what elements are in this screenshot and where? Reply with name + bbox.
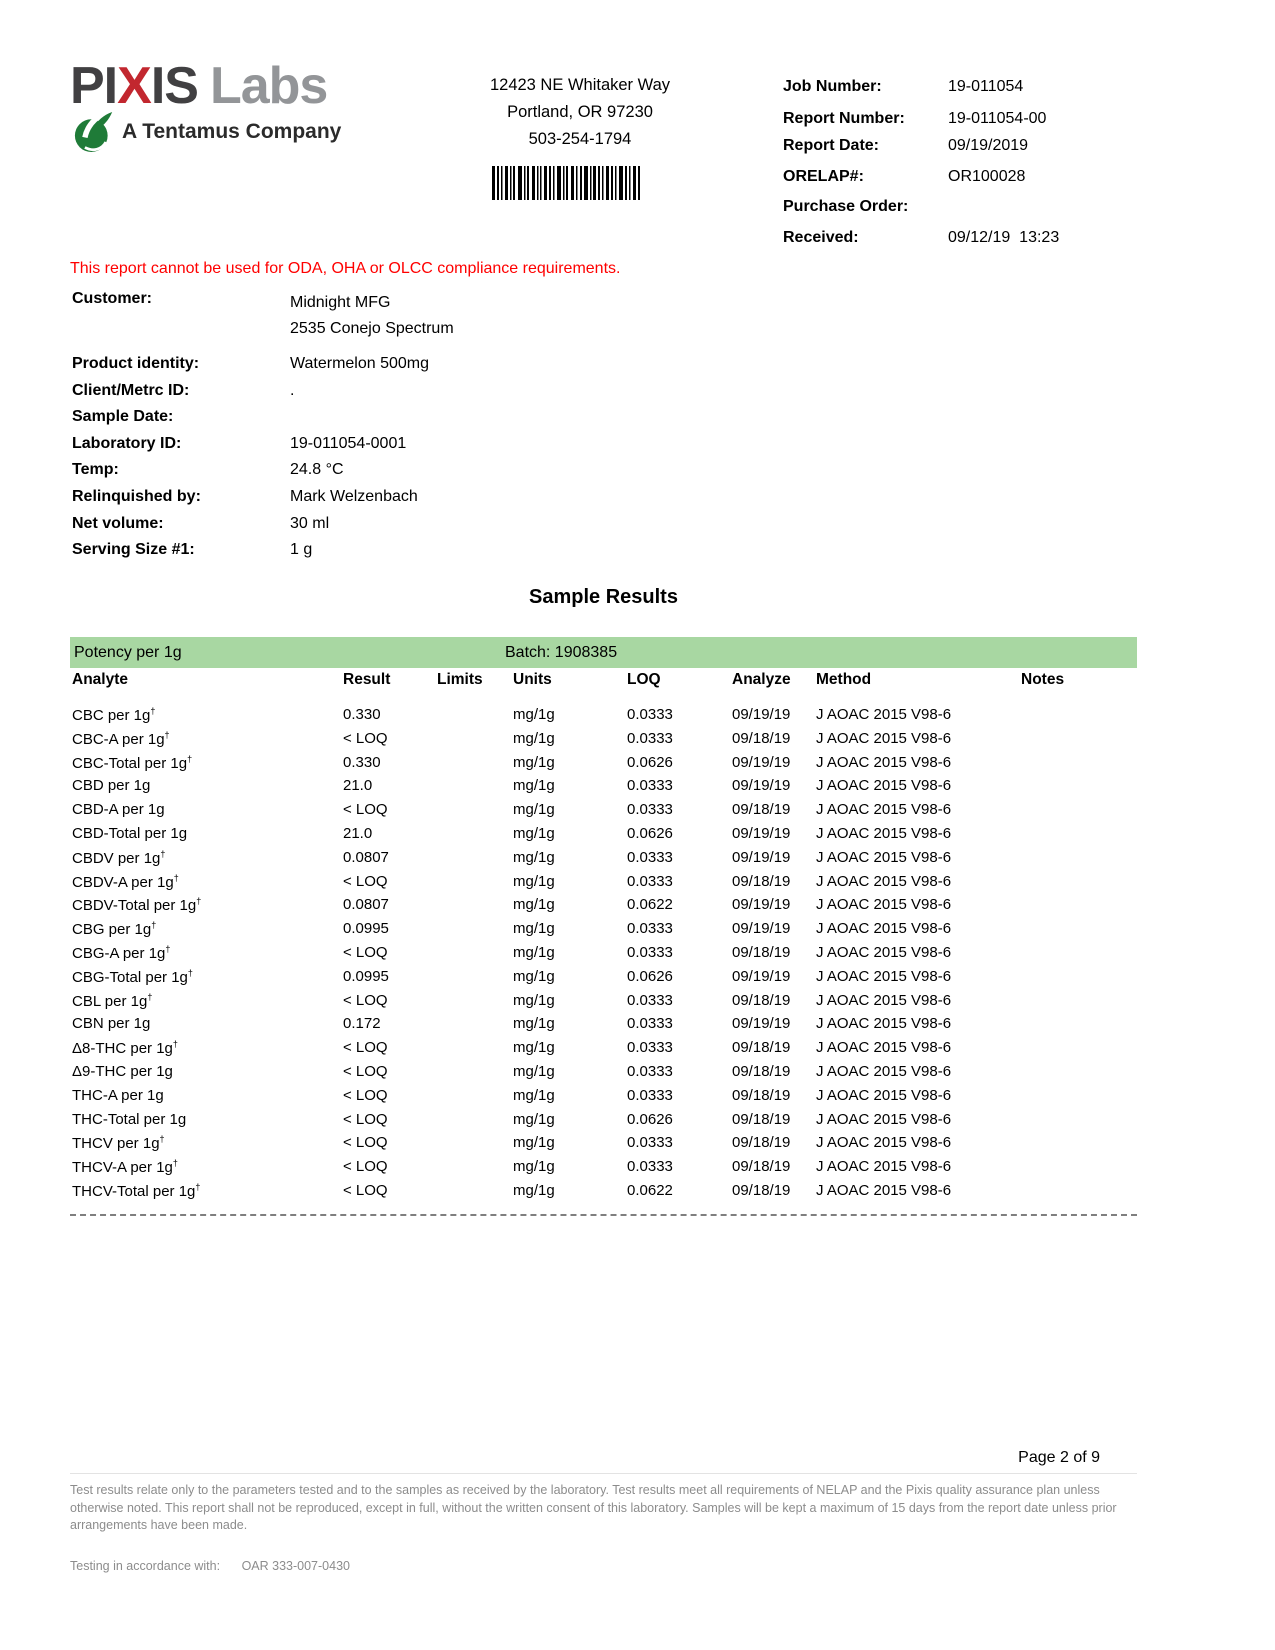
table-row xyxy=(70,1111,1137,1135)
cell-analyze: 09/19/19 xyxy=(732,920,791,938)
column-header-analyte: Analyte xyxy=(72,671,128,688)
cell-analyze: 09/18/19 xyxy=(732,1110,791,1128)
brand-tagline: A Tentamus Company xyxy=(122,120,342,143)
cell-method: J AOAC 2015 V98-6 xyxy=(816,896,952,914)
report-info-row xyxy=(783,110,1123,128)
sample-field-row xyxy=(70,355,670,382)
sample-field-row xyxy=(70,515,670,542)
table-row xyxy=(70,896,1137,920)
cell-analyze: 09/18/19 xyxy=(732,729,791,747)
table-row xyxy=(70,1015,1137,1039)
column-header-result: Result xyxy=(343,671,391,688)
report-info-label: Received: xyxy=(783,229,859,246)
brand-wordmark xyxy=(70,57,341,115)
page-number: Page 2 of 9 xyxy=(1018,1449,1100,1466)
section-title: Sample Results xyxy=(529,586,678,608)
compliance-notice: This report cannot be used for ODA, OHA or OLCC compliance requirements. xyxy=(70,260,621,277)
cell-loq: 0.0333 xyxy=(627,991,673,1009)
cell-loq: 0.0622 xyxy=(627,1181,673,1199)
cell-units: mg/1g xyxy=(513,1158,555,1176)
cell-units: mg/1g xyxy=(513,824,555,842)
results-rows xyxy=(70,706,1137,1206)
cell-method: J AOAC 2015 V98-6 xyxy=(816,1086,952,1104)
cell-method: J AOAC 2015 V98-6 xyxy=(816,943,952,961)
table-row xyxy=(70,968,1137,992)
table-row xyxy=(70,849,1137,873)
cell-units: mg/1g xyxy=(513,872,555,890)
cell-analyze: 09/19/19 xyxy=(732,706,791,723)
table-row xyxy=(70,1134,1137,1158)
cell-analyze: 09/18/19 xyxy=(732,1181,791,1199)
cell-analyze: 09/18/19 xyxy=(732,1086,791,1104)
cell-analyte: CBN per 1g xyxy=(72,1015,151,1033)
cell-loq: 0.0333 xyxy=(627,1086,673,1104)
cell-analyze: 09/18/19 xyxy=(732,1158,791,1176)
brand-x: X xyxy=(117,57,151,115)
cell-loq: 0.0333 xyxy=(627,848,673,866)
cell-result: < LOQ xyxy=(343,729,388,747)
sample-field-value: 19-011054-0001 xyxy=(290,434,407,452)
cell-loq: 0.0333 xyxy=(627,1062,673,1080)
tentamus-leaf-icon xyxy=(74,110,114,154)
cell-units: mg/1g xyxy=(513,1110,555,1128)
cell-result: < LOQ xyxy=(343,1086,388,1104)
cell-analyze: 09/18/19 xyxy=(732,1039,791,1057)
cell-units: mg/1g xyxy=(513,753,555,771)
batch-label: Batch: 1908385 xyxy=(505,644,618,661)
cell-loq: 0.0333 xyxy=(627,801,673,819)
cell-analyze: 09/19/19 xyxy=(732,1015,791,1033)
sample-field-label: Client/Metrc ID: xyxy=(72,381,190,399)
lab-address-line: 503-254-1794 xyxy=(528,130,632,148)
lab-address-line: 12423 NE Whitaker Way xyxy=(489,76,671,94)
cell-result: 0.330 xyxy=(343,706,381,723)
cell-method: J AOAC 2015 V98-6 xyxy=(816,920,952,938)
cell-result: 21.0 xyxy=(343,777,373,795)
report-info-value: 19-011054 xyxy=(948,78,1024,95)
cell-units: mg/1g xyxy=(513,1086,555,1104)
cell-result: < LOQ xyxy=(343,991,388,1009)
cell-analyze: 09/19/19 xyxy=(732,848,791,866)
cell-units: mg/1g xyxy=(513,1039,555,1057)
sample-field-label: Laboratory ID: xyxy=(72,434,182,452)
cell-loq: 0.0333 xyxy=(627,777,673,795)
brand-pi: PI xyxy=(70,57,118,115)
cell-result: 0.330 xyxy=(343,753,381,771)
cell-loq: 0.0333 xyxy=(627,1158,673,1176)
cell-result: < LOQ xyxy=(343,1158,388,1176)
column-header-method: Method xyxy=(816,671,872,688)
cell-method: J AOAC 2015 V98-6 xyxy=(816,777,952,795)
report-info-row xyxy=(783,229,1123,247)
cell-analyte: CBC-Total per 1g† xyxy=(72,753,193,772)
cell-method: J AOAC 2015 V98-6 xyxy=(816,801,952,819)
sample-field-label: Serving Size #1: xyxy=(72,541,195,559)
table-row xyxy=(70,1063,1137,1087)
sample-field-value: 24.8 °C xyxy=(290,461,344,479)
disclaimer-line: arrangements have been made. xyxy=(70,1518,248,1532)
sample-field-value: 30 ml xyxy=(290,514,330,532)
cell-analyte: Δ9-THC per 1g xyxy=(72,1062,173,1080)
cell-analyte: CBG-A per 1g† xyxy=(72,943,171,962)
customer-line: 2535 Conejo Spectrum xyxy=(290,320,454,337)
sample-field-value: 1 g xyxy=(290,541,313,559)
cell-units: mg/1g xyxy=(513,967,555,985)
cell-units: mg/1g xyxy=(513,1134,555,1152)
cell-result: 21.0 xyxy=(343,824,373,842)
cell-analyze: 09/19/19 xyxy=(732,777,791,795)
cell-analyte: CBD-Total per 1g xyxy=(72,824,188,842)
sample-field-label: Product identity: xyxy=(72,355,200,372)
cell-method: J AOAC 2015 V98-6 xyxy=(816,991,952,1009)
cell-units: mg/1g xyxy=(513,777,555,795)
cell-loq: 0.0622 xyxy=(627,896,673,914)
sample-field-row xyxy=(70,541,670,568)
cell-method: J AOAC 2015 V98-6 xyxy=(816,848,952,866)
cell-loq: 0.0626 xyxy=(627,967,673,985)
cell-analyze: 09/19/19 xyxy=(732,753,791,771)
cell-result: 0.0995 xyxy=(343,920,389,938)
sample-field-value: . xyxy=(290,381,295,399)
cell-units: mg/1g xyxy=(513,729,555,747)
cell-units: mg/1g xyxy=(513,706,555,723)
brand-labs: Labs xyxy=(209,57,328,115)
cell-analyte: THCV-Total per 1g† xyxy=(72,1181,201,1200)
sample-field-row xyxy=(70,488,670,515)
pixis-labs-logo xyxy=(70,57,342,154)
cell-result: < LOQ xyxy=(343,943,388,961)
customer-lines xyxy=(290,290,690,342)
sample-field-label: Net volume: xyxy=(72,514,164,532)
cell-analyze: 09/19/19 xyxy=(732,824,791,842)
sample-fields xyxy=(70,355,670,568)
cell-analyte: CBL per 1g† xyxy=(72,991,153,1010)
column-header-limits: Limits xyxy=(437,671,483,688)
sample-field-row xyxy=(70,408,670,435)
cell-method: J AOAC 2015 V98-6 xyxy=(816,824,952,842)
table-row xyxy=(70,920,1137,944)
cell-analyze: 09/19/19 xyxy=(732,967,791,985)
group-title: Potency per 1g xyxy=(74,644,182,661)
cell-result: 0.172 xyxy=(343,1015,381,1033)
lab-address-line: Portland, OR 97230 xyxy=(507,103,653,121)
cell-loq: 0.0333 xyxy=(627,729,673,747)
sample-field-row xyxy=(70,382,670,409)
cell-analyze: 09/18/19 xyxy=(732,872,791,890)
table-row xyxy=(70,1039,1137,1063)
cell-result: 0.0807 xyxy=(343,848,389,866)
lab-address xyxy=(430,72,730,153)
cell-units: mg/1g xyxy=(513,1181,555,1199)
section-divider xyxy=(70,1214,1137,1216)
potency-group-header xyxy=(70,637,1137,668)
cell-units: mg/1g xyxy=(513,848,555,866)
cell-analyte: THC-Total per 1g xyxy=(72,1110,187,1128)
cell-result: < LOQ xyxy=(343,1039,388,1057)
cell-analyte: THCV per 1g† xyxy=(72,1134,165,1153)
report-info-value: 19-011054-00 xyxy=(948,110,1047,127)
cell-result: < LOQ xyxy=(343,1110,388,1128)
report-info-row xyxy=(783,137,1123,155)
cell-loq: 0.0626 xyxy=(627,753,673,771)
testing-value: OAR 333-007-0430 xyxy=(241,1559,350,1573)
column-header-loq: LOQ xyxy=(627,671,661,688)
cell-result: 0.0995 xyxy=(343,967,389,985)
cell-units: mg/1g xyxy=(513,1015,555,1033)
column-header-units: Units xyxy=(513,671,552,688)
table-row xyxy=(70,777,1137,801)
report-info-label: ORELAP#: xyxy=(783,168,864,185)
cell-method: J AOAC 2015 V98-6 xyxy=(816,1062,952,1080)
customer-line: Midnight MFG xyxy=(290,294,391,311)
cell-loq: 0.0333 xyxy=(627,920,673,938)
cell-method: J AOAC 2015 V98-6 xyxy=(816,872,952,890)
table-row xyxy=(70,754,1137,778)
table-row xyxy=(70,873,1137,897)
cell-loq: 0.0333 xyxy=(627,872,673,890)
disclaimer-line: otherwise noted. This report shall not be reproduced, except in full, without the written consent of this laboratory. Samples will be kept a maximum of 15 days from the report date unless prior xyxy=(70,1500,1117,1515)
cell-analyte: CBDV-A per 1g† xyxy=(72,872,179,891)
cell-analyte: CBC-A per 1g† xyxy=(72,729,170,748)
table-row xyxy=(70,825,1137,849)
cell-method: J AOAC 2015 V98-6 xyxy=(816,729,952,747)
cell-analyte: CBD-A per 1g xyxy=(72,801,165,819)
cell-analyze: 09/18/19 xyxy=(732,943,791,961)
table-row xyxy=(70,992,1137,1016)
cell-analyze: 09/18/19 xyxy=(732,1062,791,1080)
cell-analyte: CBDV-Total per 1g† xyxy=(72,896,202,915)
cell-method: J AOAC 2015 V98-6 xyxy=(816,1015,952,1033)
sample-field-value: Mark Welzenbach xyxy=(290,487,418,505)
sample-field-label: Relinquished by: xyxy=(72,487,201,505)
cell-method: J AOAC 2015 V98-6 xyxy=(816,1039,952,1057)
barcode xyxy=(492,166,640,200)
table-row xyxy=(70,944,1137,968)
cell-units: mg/1g xyxy=(513,1062,555,1080)
cell-analyte: THC-A per 1g xyxy=(72,1086,164,1104)
cell-analyte: CBDV per 1g† xyxy=(72,848,166,867)
cell-analyte: CBD per 1g xyxy=(72,777,151,795)
column-header-analyze: Analyze xyxy=(732,671,791,688)
sample-field-row xyxy=(70,461,670,488)
cell-analyte: CBG-Total per 1g† xyxy=(72,967,193,986)
cell-result: < LOQ xyxy=(343,801,388,819)
cell-method: J AOAC 2015 V98-6 xyxy=(816,706,952,723)
cell-method: J AOAC 2015 V98-6 xyxy=(816,753,952,771)
report-info-label: Report Number: xyxy=(783,110,905,127)
table-row xyxy=(70,1087,1137,1111)
cell-analyze: 09/19/19 xyxy=(732,896,791,914)
cell-analyze: 09/18/19 xyxy=(732,801,791,819)
cell-loq: 0.0333 xyxy=(627,943,673,961)
report-info-value: 09/12/19 13:23 xyxy=(948,229,1060,246)
column-header-notes: Notes xyxy=(1021,671,1065,688)
disclaimer-line: Test results relate only to the parameters tested and to the samples as received by the laboratory. Test results meet all requirements of NELAP and the Pixis quality assurance plan unless xyxy=(70,1483,1100,1497)
cell-units: mg/1g xyxy=(513,896,555,914)
cell-analyte: CBC per 1g† xyxy=(72,706,156,724)
cell-units: mg/1g xyxy=(513,801,555,819)
cell-analyte: Δ8-THC per 1g† xyxy=(72,1039,178,1058)
cell-loq: 0.0333 xyxy=(627,1039,673,1057)
report-info-label: Job Number: xyxy=(783,78,882,95)
cell-analyze: 09/18/19 xyxy=(732,991,791,1009)
report-info-row xyxy=(783,198,1123,216)
sample-field-value: Watermelon 500mg xyxy=(290,355,430,372)
cell-loq: 0.0333 xyxy=(627,1015,673,1033)
customer-label: Customer: xyxy=(72,290,153,307)
cell-method: J AOAC 2015 V98-6 xyxy=(816,1181,952,1199)
cell-units: mg/1g xyxy=(513,991,555,1009)
testing-line xyxy=(70,1559,350,1573)
report-info-row xyxy=(783,78,1123,96)
brand-is: IS xyxy=(150,57,198,115)
report-info-label: Purchase Order: xyxy=(783,198,909,215)
cell-result: < LOQ xyxy=(343,1062,388,1080)
table-row xyxy=(70,730,1137,754)
sample-field-row xyxy=(70,435,670,462)
disclaimer xyxy=(70,1482,1160,1535)
table-row xyxy=(70,1158,1137,1182)
cell-result: < LOQ xyxy=(343,1181,388,1199)
cell-analyte: CBG per 1g† xyxy=(72,920,157,939)
testing-label: Testing in accordance with: xyxy=(70,1559,221,1573)
report-info-value: OR100028 xyxy=(948,168,1026,185)
report-info-label: Report Date: xyxy=(783,137,880,154)
cell-result: 0.0807 xyxy=(343,896,389,914)
cell-loq: 0.0333 xyxy=(627,1134,673,1152)
results-header xyxy=(70,671,1137,691)
table-row xyxy=(70,801,1137,825)
table-row xyxy=(70,706,1137,730)
cell-loq: 0.0333 xyxy=(627,706,673,723)
cell-method: J AOAC 2015 V98-6 xyxy=(816,1158,952,1176)
footer-divider xyxy=(70,1473,1137,1474)
cell-loq: 0.0626 xyxy=(627,824,673,842)
sample-field-label: Temp: xyxy=(72,461,119,479)
table-row xyxy=(70,1182,1137,1206)
cell-result: < LOQ xyxy=(343,872,388,890)
report-info-value: 09/19/2019 xyxy=(948,137,1029,154)
report-info-row xyxy=(783,168,1123,186)
cell-method: J AOAC 2015 V98-6 xyxy=(816,1134,952,1152)
cell-analyze: 09/18/19 xyxy=(732,1134,791,1152)
cell-units: mg/1g xyxy=(513,920,555,938)
cell-result: < LOQ xyxy=(343,1134,388,1152)
cell-loq: 0.0626 xyxy=(627,1110,673,1128)
sample-field-label: Sample Date: xyxy=(72,408,174,426)
cell-method: J AOAC 2015 V98-6 xyxy=(816,1110,952,1128)
cell-units: mg/1g xyxy=(513,943,555,961)
cell-analyte: THCV-A per 1g† xyxy=(72,1158,178,1177)
cell-method: J AOAC 2015 V98-6 xyxy=(816,967,952,985)
